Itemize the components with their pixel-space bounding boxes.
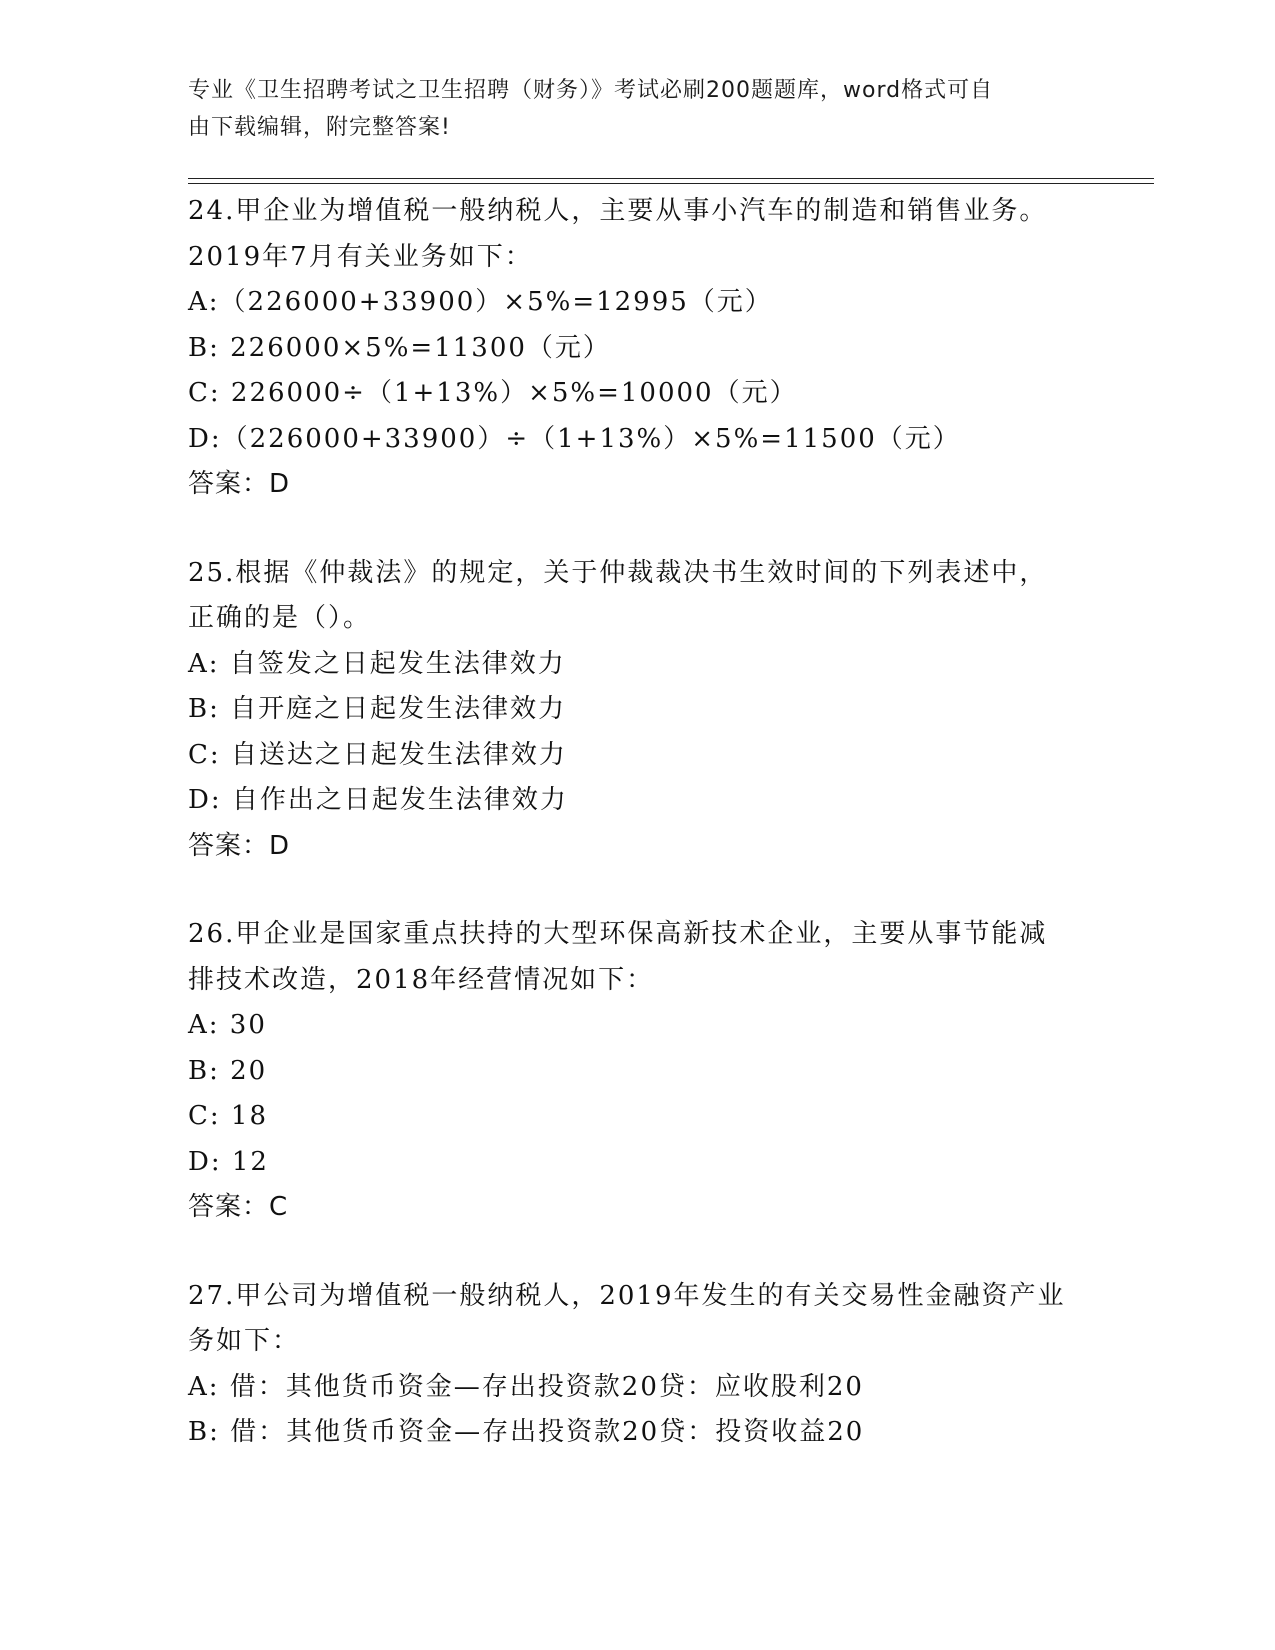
option-b: B: 自开庭之日起发生法律效力 (188, 694, 567, 724)
option-b: B: 20 (188, 1055, 268, 1086)
header-line-1: 专业《卫生招聘考试之卫生招聘（财务）》考试必刷200题题库，word格式可自 (188, 78, 994, 103)
option-b: B: 226000×5%=11300（元） (188, 332, 611, 363)
question-stem: 排技术改造，2018年经营情况如下： (188, 964, 655, 995)
option-c: C: 自送达之日起发生法律效力 (188, 739, 567, 770)
question-24 (188, 189, 1148, 508)
option-a: A: 借：其他货币资金—存出投资款20贷：应收股利20 (188, 1371, 864, 1402)
answer: 答案：D (188, 830, 291, 861)
question-stem: 务如下： (188, 1326, 301, 1356)
question-stem: 26.甲企业是国家重点扶持的大型环保高新技术企业，主要从事节能减 (188, 919, 1048, 949)
header-line-2: 由下载编辑，附完整答案! (188, 115, 451, 140)
option-a: A: 30 (188, 1010, 267, 1040)
question-27 (188, 1274, 1148, 1456)
option-b: B: 借：其他货币资金—存出投资款20贷：投资收益20 (188, 1417, 865, 1447)
question-26 (188, 912, 1148, 1231)
answer: 答案：C (188, 1192, 289, 1222)
option-a: A:（226000+33900）×5%=12995（元） (188, 287, 773, 317)
option-c: C: 226000÷（1+13%）×5%=10000（元） (188, 378, 798, 408)
option-a: A: 自签发之日起发生法律效力 (188, 648, 566, 679)
option-d: D:（226000+33900）÷（1+13%）×5%=11500（元） (188, 423, 961, 454)
question-stem: 25.根据《仲裁法》的规定，关于仲裁裁决书生效时间的下列表述中， (188, 557, 1048, 588)
question-stem: 正确的是（）。 (188, 603, 372, 633)
option-c: C: 18 (188, 1101, 269, 1131)
question-stem: 2019年7月有关业务如下： (188, 241, 533, 272)
question-stem: 24.甲企业为增值税一般纳税人，主要从事小汽车的制造和销售业务。 (188, 196, 1048, 226)
header-divider-bottom (188, 183, 1154, 184)
question-list (188, 189, 1148, 1499)
question-25 (188, 551, 1148, 870)
question-stem: 27.甲公司为增值税一般纳税人，2019年发生的有关交易性金融资产业 (188, 1280, 1066, 1311)
option-d: D: 12 (188, 1146, 269, 1177)
answer: 答案：D (188, 469, 291, 499)
option-d: D: 自作出之日起发生法律效力 (188, 785, 568, 815)
document-header (188, 72, 1068, 146)
header-divider-top (188, 178, 1154, 179)
